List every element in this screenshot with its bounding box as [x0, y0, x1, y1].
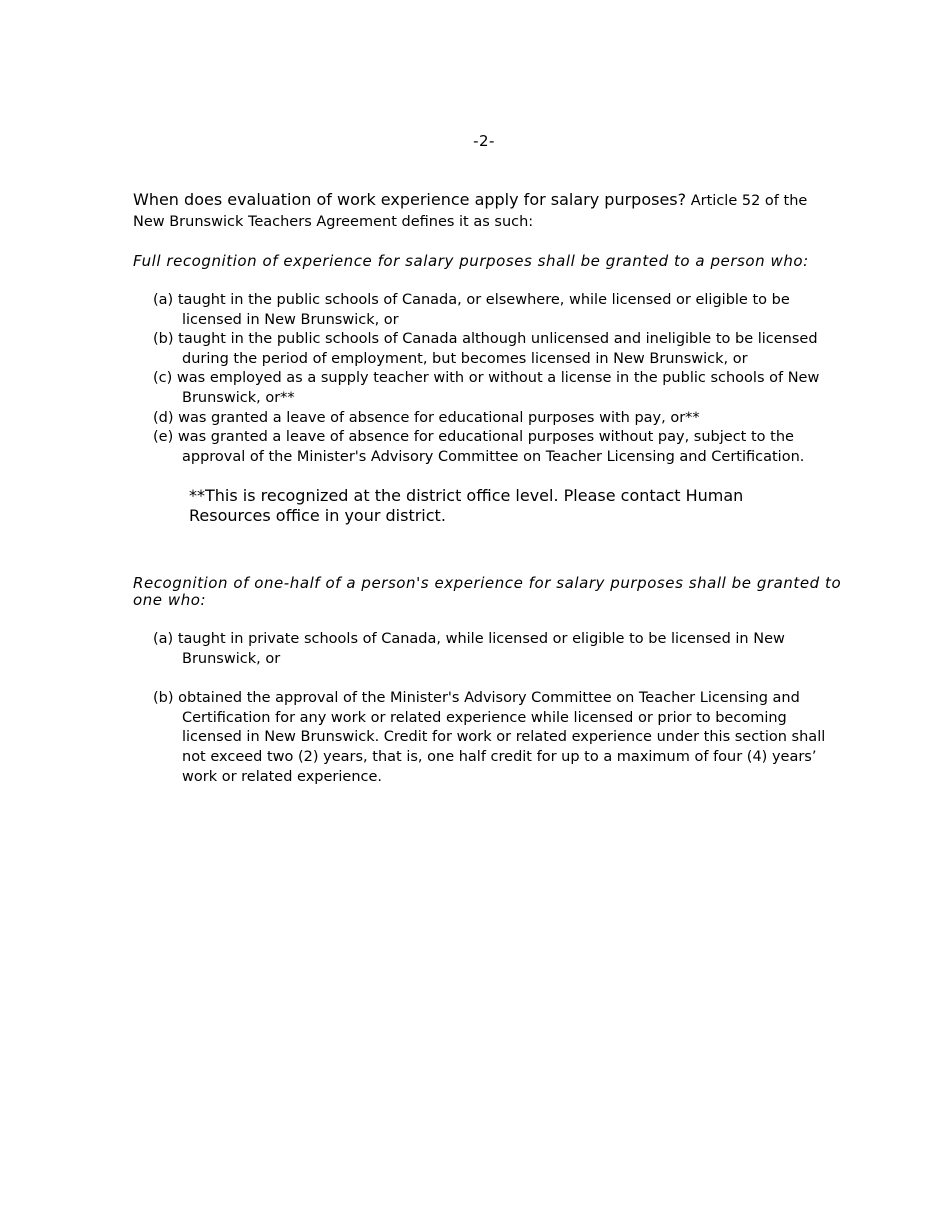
list-item-marker: (a): [153, 292, 174, 308]
intro-paragraph: [133, 190, 843, 232]
list-item: [153, 630, 843, 669]
full-recognition-heading: Full recognition of experience for salary purposes shall be granted to a person who:: [133, 252, 809, 270]
list-item-text: was granted a leave of absence for educational purposes without pay, subject to the approval of the Minister's Advisory Committee on Teacher Licensing and Certification.: [177, 429, 805, 465]
list-item-marker: (c): [153, 370, 173, 387]
list-item-text: obtained the approval of the Minister's Advisory Committee on Teacher Licensing and Certification for any work or related experience while licensed or prior to becoming licensed in New Brunswick. Credit for work or related experience under this section shall not exceed two (2) years, that is, one half credit for up to a maximum of four (4) years’ work or related experience.: [178, 690, 826, 785]
list-item-marker: (e): [153, 429, 174, 446]
half-recognition-heading: Recognition of one-half of a person's experience for salary purposes shall be granted to one who:: [133, 574, 842, 610]
half-recognition-list: [133, 630, 843, 787]
list-item: [153, 369, 843, 408]
page-number: -2-: [473, 132, 495, 150]
list-item-text: taught in the public schools of Canada, or elsewhere, while licensed or eligible to be licensed in New Brunswick, or: [177, 292, 790, 328]
list-item-text: was granted a leave of absence for educational purposes with pay, or**: [178, 409, 700, 426]
full-recognition-list: [133, 291, 843, 467]
list-item-marker: (a): [153, 631, 174, 648]
list-item: [153, 689, 843, 787]
list-item: [153, 291, 843, 330]
list-item-text: was employed as a supply teacher with or without a license in the public schools of New Brunswick, or**: [176, 370, 820, 406]
intro-answer: Article 52 of the New Brunswick Teachers Agreement defines it as such:: [133, 193, 808, 230]
list-item: [153, 409, 843, 429]
district-office-note: **This is recognized at the district office level. Please contact Human Resources office in your district.: [189, 486, 744, 525]
list-item-marker: (d): [153, 409, 174, 426]
list-item: [153, 330, 843, 369]
list-item-marker: (b): [153, 331, 174, 348]
list-item-text: taught in the public schools of Canada although unlicensed and ineligible to be licensed during the period of employment, but becomes licensed in New Brunswick, or: [178, 331, 818, 367]
intro-question: When does evaluation of work experience apply for salary purposes?: [133, 190, 687, 209]
list-item: [153, 428, 843, 467]
document-body: [133, 190, 843, 787]
list-item-text: taught in private schools of Canada, while licensed or eligible to be licensed in New Brunswick, or: [177, 631, 785, 667]
list-item-marker: (b): [153, 690, 174, 707]
